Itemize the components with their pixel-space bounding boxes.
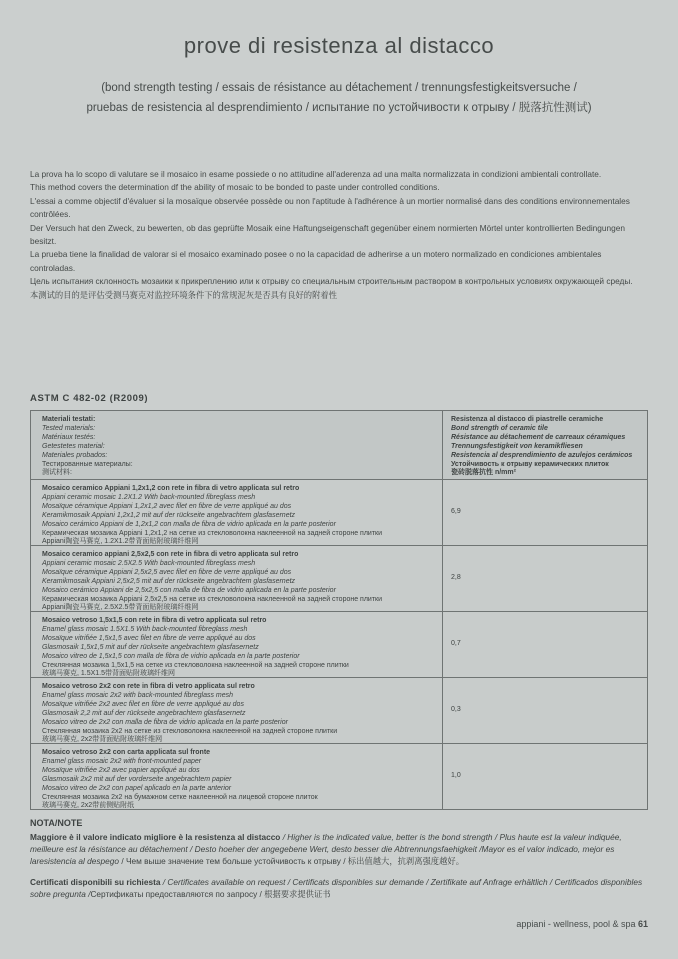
intro-line-ru: Цель испытания склонность мозаики к прикреплению или к отрыву со специальным строительным раствором в контрольных условиях окружающей среды.: [30, 276, 633, 287]
bond-strength-value: 0,3: [451, 706, 461, 714]
table-row: [31, 479, 647, 545]
subtitle-line-1: (bond strength testing / essais de résistance au détachement / trennungsfestigkeitsversuche /: [101, 82, 577, 94]
table-header-materials: Materiali testati: Tested materials: Matériaux testés: Getestetes material: Materiales probados: Тестированные материалы: 测试材料:: [31, 411, 443, 479]
material-description: Mosaico vetroso 1,5x1,5 con rete in fibra di vetro applicata sul retro Enamel glass mosaic 1.5X1.5 With back-mounted fibreglass mesh Mosaïque vitrifiée 1,5x1,5 avec filet en fibre de verre appliqué au dos Glasmosaik 1,5x1,5 mit auf der rückseite angebrachtem glasfasernetz Mosaico vitreo de 1,5x1,5 con malla de fibra de vidrio aplicada en la parte posterior Стеклянная мозаика 1,5x1,5 на сетке из стекловолокна наклеенной на задней стороне плитки 玻璃马赛克, 1.5X1.5带背面贴附玻璃纤维网: [31, 612, 443, 677]
page-subtitle: [0, 78, 678, 118]
intro-paragraph: [30, 168, 648, 302]
table-row: [31, 611, 647, 677]
page-number: 61: [637, 919, 648, 929]
note-paragraph: [30, 831, 648, 868]
material-description: Mosaico vetroso 2x2 con rete in fibra di vetro applicata sul retro Enamel glass mosaic 2x2 with back-mounted fibreglass mesh Mosaïque vitrifiée 2x2 avec filet en fibre de verre appliqué au dos Glasmosaik 2,2 mit auf der rückseite angebrachtem glasfasernetz Mosaico vitreo de 2x2 con malla de fibra de vidrio aplicada en la parte posterior Стеклянная мозаика 2x2 на сетке из стекловолокна наклеенной на задней стороне плитки 玻璃马赛克, 2x2带背面贴附玻璃纤维网: [31, 678, 443, 743]
note-bold-text: Maggiore è il valore indicato migliore è la resistenza al distacco: [30, 832, 281, 842]
results-table: [30, 410, 648, 810]
bond-strength-value: 2,8: [451, 574, 461, 582]
intro-line-es: La prueba tiene la finalidad de valorar si el mosaico examinado posee o no la capacidad de adherirse a un motero normalizado en condiciones ambientales controladas.: [30, 249, 602, 273]
standard-reference: ASTM C 482-02 (R2009): [30, 393, 149, 404]
intro-line-de: Der Versuch hat den Zweck, zu bewerten, ob das geprüfte Mosaik eine Haftungseigenschaft gegenüber einem normierten Mörtel unter kontrollierten Bedingungen besitzt.: [30, 222, 625, 247]
intro-line-fr: L'essai a comme objectif d'évaluer si la mosaïque observée possède ou non l'aptitude à l'adhérence à un mortier normalisé dans des conditions environnementales contrôlées.: [30, 195, 630, 220]
bond-strength-value: 1,0: [451, 772, 461, 780]
subtitle-line-2: pruebas de resistencia al desprendimiento / испытание по устойчивости к отрыву / 脱落抗性测试): [86, 102, 592, 114]
page-title: prove di resistenza al distacco: [183, 33, 495, 58]
table-row: [31, 743, 647, 809]
material-description: Mosaico ceramico appiani 2,5x2,5 con rete in fibra di vetro applicata sul retro Appiani ceramic mosaic 2.5X2.5 With back-mounted fibreglass mesh Mosaïque céramique Appiani 2,5x2,5 avec filet en fibre de verre appliqué au dos Keramikmosaik Appiani 2,5x2,5 mit auf der rückseite angebrachtem glasfasernetz Mosaico cerámico Appiani de 2,5x2,5 con malla de fibra de vidrio aplicada en la parte posterior Керамическая мозаика Appiani 2,5x2,5 на сетке из стекловолокна наклеенной на задней стороне плитки Appiani陶瓷马赛克, 2.5X2.5带背面贴附玻璃纤维网: [31, 546, 443, 611]
table-row: [31, 545, 647, 611]
table-row: [31, 677, 647, 743]
note-heading: NOTA/NOTE: [30, 818, 83, 828]
certificates-italic-text: / Certificates available on request / Certificats disponibles sur demande / Zertifikate auf Anfrage erhältlich / Certificados disponibles sobre pregunta /: [30, 877, 643, 900]
page-footer: [30, 919, 648, 929]
bond-strength-value: 6,9: [451, 508, 461, 516]
note-plain-text: / Чем выше значение тем больше устойчивость к отрыву / 标出值越大，抗剥离强度越好。: [121, 856, 464, 867]
table-header-resistance: Resistenza al distacco di piastrelle ceramiche Bond strength of ceramic tile Résistance au détachement de carreaux céramiques Trennungsfestigkeit von keramikfliesen Resistencia al desprendimiento de azulejos cerámicos Устойчивость к отрыву керамических плиток 瓷砖脱落抗性 n/mm²: [451, 416, 633, 477]
intro-line-en: This method covers the determination df the ability of mosaic to be bonded to paste under controlled conditions.: [30, 182, 440, 193]
material-description: Mosaico ceramico Appiani 1,2x1,2 con rete in fibra di vetro applicata sul retro Appiani ceramic mosaic 1.2X1.2 With back-mounted fibreglass mesh Mosaïque céramique Appiani 1,2x1,2 avec filet en fibre de verre appliqué au dos Keramikmosaik Appiani 1,2x1,2 mit auf der rückseite angebrachtem glasfasernetz Mosaico cerámico Appiani de 1,2x1,2 con malla de fibra de vidrio aplicada en la parte posterior Керамическая мозаика Appiani 1,2x1,2 на сетке из стекловолокна наклеенной на задней стороне плитки Appiani陶瓷马赛克, 1.2X1.2带背面贴附玻璃纤维网: [31, 480, 443, 545]
certificates-bold-text: Certificati disponibili su richiesta: [30, 877, 161, 887]
certificates-paragraph: [30, 876, 648, 900]
intro-line-zh: 本测试的目的是评估受测马赛克对监控环境条件下的常规泥灰是否具有良好的附着性: [30, 289, 337, 300]
certificates-plain-text: Сертификаты предоставляются по запросу / 根据要求提供证书: [90, 889, 331, 900]
table-header-row: [31, 411, 647, 479]
footer-brand: appiani - wellness, pool & spa: [516, 919, 638, 929]
intro-line-it: La prova ha lo scopo di valutare se il mosaico in esame possiede o no attitudine all'aderenza ad una malta normalizzata in condizioni ambientali controllate.: [30, 169, 602, 179]
bond-strength-value: 0,7: [451, 640, 461, 648]
note-italic-text: / Higher is the indicated value, better is the bond strength / Plus haute est la valeur indiquée, meilleure est la résistance au détachement / Desto hoeher der angegebene Wert, desto besser die Abtrennungsfaehigkeit /Mayor es el valor indicado, mejor es laresistencia al despego: [30, 832, 622, 867]
material-description: Mosaico vetroso 2x2 con carta applicata sul fronte Enamel glass mosaic 2x2 with front-mounted paper Mosaïque vitrifiée 2x2 avec papier appliqué au dos Glasmosaik 2x2 mit auf der vorderseite angebrachtem papier Mosaico vitreo de 2x2 con papel aplicado en la parte anterior Стеклянная мозаика 2x2 на бумажном сетке наклеенной на лицевой стороне плиток 玻璃马赛克, 2x2带前侧贴附纸: [31, 744, 443, 809]
